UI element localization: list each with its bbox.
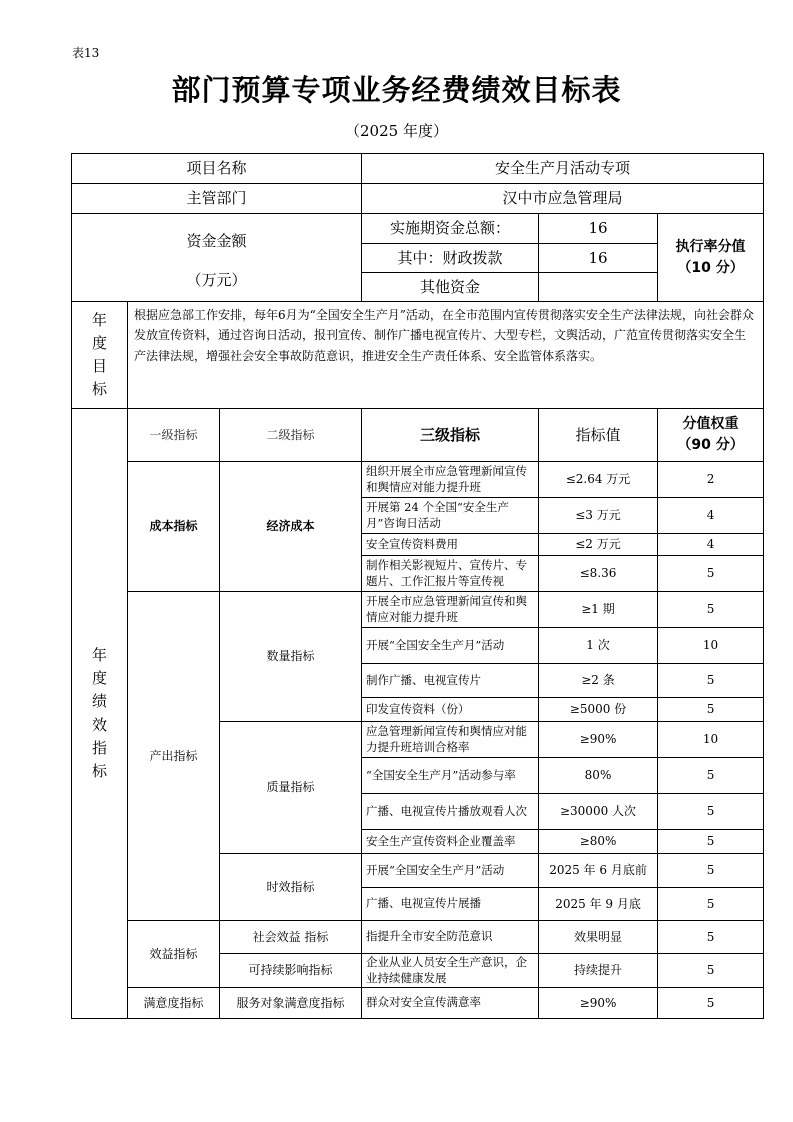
indicator-weight: 4 [658,498,764,534]
indicator-value: 80% [539,758,658,794]
performance-goal-table [71,153,764,1019]
page-title: 部门预算专项业务经费绩效目标表 [171,73,622,107]
total-funds-label: 实施期资金总额： [362,214,539,244]
indicator-value: 持续提升 [539,954,658,988]
level1-indicator: 满意度指标 [128,988,220,1019]
indicator-value: 2025 年 6 月底前 [539,854,658,888]
indicator-row [72,592,764,628]
indicator-weight: 5 [658,664,764,698]
indicator-row [72,462,764,498]
execution-rate-cell [658,214,764,302]
level3-indicator: 开展第 24 个全国“安全生产月”咨询日活动 [362,498,539,534]
annual-goal-char: 年 [91,310,107,329]
indicator-weight: 5 [658,592,764,628]
level3-indicator: 开展全市应急管理新闻宣传和舆情应对能力提升班 [362,592,539,628]
indicator-value: ≥1 期 [539,592,658,628]
project-name-value: 安全生产月活动专项 [362,154,764,184]
level3-indicator: 安全宣传资料费用 [362,534,539,556]
annual-indicators-char: 标 [91,762,107,781]
level3-indicator: 安全生产宣传资料企业覆盖率 [362,830,539,854]
indicator-weight: 5 [658,758,764,794]
annual-indicators-char: 指 [91,738,107,757]
level1-indicator: 效益指标 [128,921,220,988]
indicator-value: 2025 年 9 月底 [539,888,658,921]
indicator-weight: 5 [658,854,764,888]
indicator-value: 效果明显 [539,921,658,954]
indicator-weight: 5 [658,794,764,830]
indicator-value: ≤3 万元 [539,498,658,534]
level3-indicator: 广播、电视宣传片展播 [362,888,539,921]
department-value: 汉中市应急管理局 [362,184,764,214]
annual-indicators-char: 效 [91,715,107,734]
table-number-label: 表13 [72,46,100,60]
level3-indicator: 广播、电视宣传片播放观看人次 [362,794,539,830]
annual-indicators-label [72,409,128,1019]
indicator-row [72,988,764,1019]
level2-indicator: 数量指标 [220,592,362,722]
level3-indicator: 制作相关影视短片、宣传片、专题片、工作汇报片等宣传视 [362,556,539,592]
department-label: 主管部门 [72,184,362,214]
header-level2: 二级指标 [220,409,362,462]
level2-indicator: 时效指标 [220,854,362,921]
fiscal-funds-label: 其中：财政拨款 [362,243,539,273]
total-funds-value: 16 [539,214,658,244]
indicator-value: ≥30000 人次 [539,794,658,830]
level1-indicator: 成本指标 [128,462,220,592]
level3-indicator: “全国安全生产月”活动参与率 [362,758,539,794]
level3-indicator: 开展“全国安全生产月”活动 [362,628,539,664]
level3-indicator: 应急管理新闻宣传和舆情应对能力提升班培训合格率 [362,722,539,758]
budget-year: （2025 年度） [345,122,448,140]
indicator-weight: 2 [658,462,764,498]
level2-indicator: 可持续影响指标 [220,954,362,988]
fund-amount-cell [72,214,362,302]
indicator-weight: 4 [658,534,764,556]
other-funds-label: 其他资金 [362,273,539,302]
level3-indicator: 制作广播、电视宣传片 [362,664,539,698]
level2-indicator: 社会效益 指标 [220,921,362,954]
fund-unit-label: （万元） [186,271,247,289]
header-level3: 三级指标 [362,409,539,462]
indicator-value: ≥5000 份 [539,698,658,722]
indicator-weight: 10 [658,722,764,758]
project-name-label: 项目名称 [72,154,362,184]
indicator-value: ≥80% [539,830,658,854]
indicator-weight: 5 [658,556,764,592]
level3-indicator: 开展“全国安全生产月”活动 [362,854,539,888]
indicator-row [72,921,764,954]
header-weight [658,409,764,462]
indicator-value: ≥90% [539,988,658,1019]
indicator-weight: 5 [658,830,764,854]
level2-indicator: 服务对象满意度指标 [220,988,362,1019]
annual-goal-char: 标 [91,380,107,399]
indicator-value: ≤2 万元 [539,534,658,556]
indicator-value: 1 次 [539,628,658,664]
indicator-value: ≥90% [539,722,658,758]
annual-goal-label [72,302,128,409]
indicator-value: ≥2 条 [539,664,658,698]
indicator-weight: 10 [658,628,764,664]
level2-indicator: 质量指标 [220,722,362,854]
level1-indicator: 产出指标 [128,592,220,921]
header-value: 指标值 [539,409,658,462]
header-level1: 一级指标 [128,409,220,462]
indicator-weight: 5 [658,698,764,722]
fiscal-funds-value: 16 [539,243,658,273]
header-weight-label: 分值权重 [682,416,739,432]
indicator-value: ≤2.64 万元 [539,462,658,498]
annual-goal-text: 根据应急部工作安排，每年6月为“全国安全生产月”活动，在全市范围内宣传贯彻落实安全生产法律法规，向社会群众发放宣传资料，通过咨询日活动，报刊宣传、制作广播电视宣传片、大型专栏，文舆活动，广范宣传贯彻落实安全生产法律法规，增强社会安全事故防范意识，推进安全生产责任体系、安全监管体系落实。 [128,302,764,409]
annual-goal-char: 度 [91,333,107,352]
annual-indicators-char: 度 [91,669,107,688]
indicator-value: ≤8.36 [539,556,658,592]
execution-rate-label: 执行率分值 [675,238,746,255]
level2-indicator: 经济成本 [220,462,362,592]
execution-rate-score: （10 分） [677,259,744,276]
header-weight-total: （90 分） [677,437,744,453]
annual-indicators-char: 年 [91,645,107,664]
level3-indicator: 指提升全市安全防范意识 [362,921,539,954]
indicator-weight: 5 [658,921,764,954]
indicator-weight: 5 [658,988,764,1019]
other-funds-value [539,273,658,302]
indicator-weight: 5 [658,888,764,921]
level3-indicator: 企业从业人员安全生产意识，企业持续健康发展 [362,954,539,988]
fund-amount-label: 资金金额 [186,232,247,250]
indicator-weight: 5 [658,954,764,988]
annual-goal-char: 目 [91,357,107,375]
annual-indicators-char: 绩 [91,692,107,711]
level3-indicator: 组织开展全市应急管理新闻宣传和舆情应对能力提升班 [362,462,539,498]
level3-indicator: 群众对安全宣传满意率 [362,988,539,1019]
level3-indicator: 印发宣传资料（份） [362,698,539,722]
